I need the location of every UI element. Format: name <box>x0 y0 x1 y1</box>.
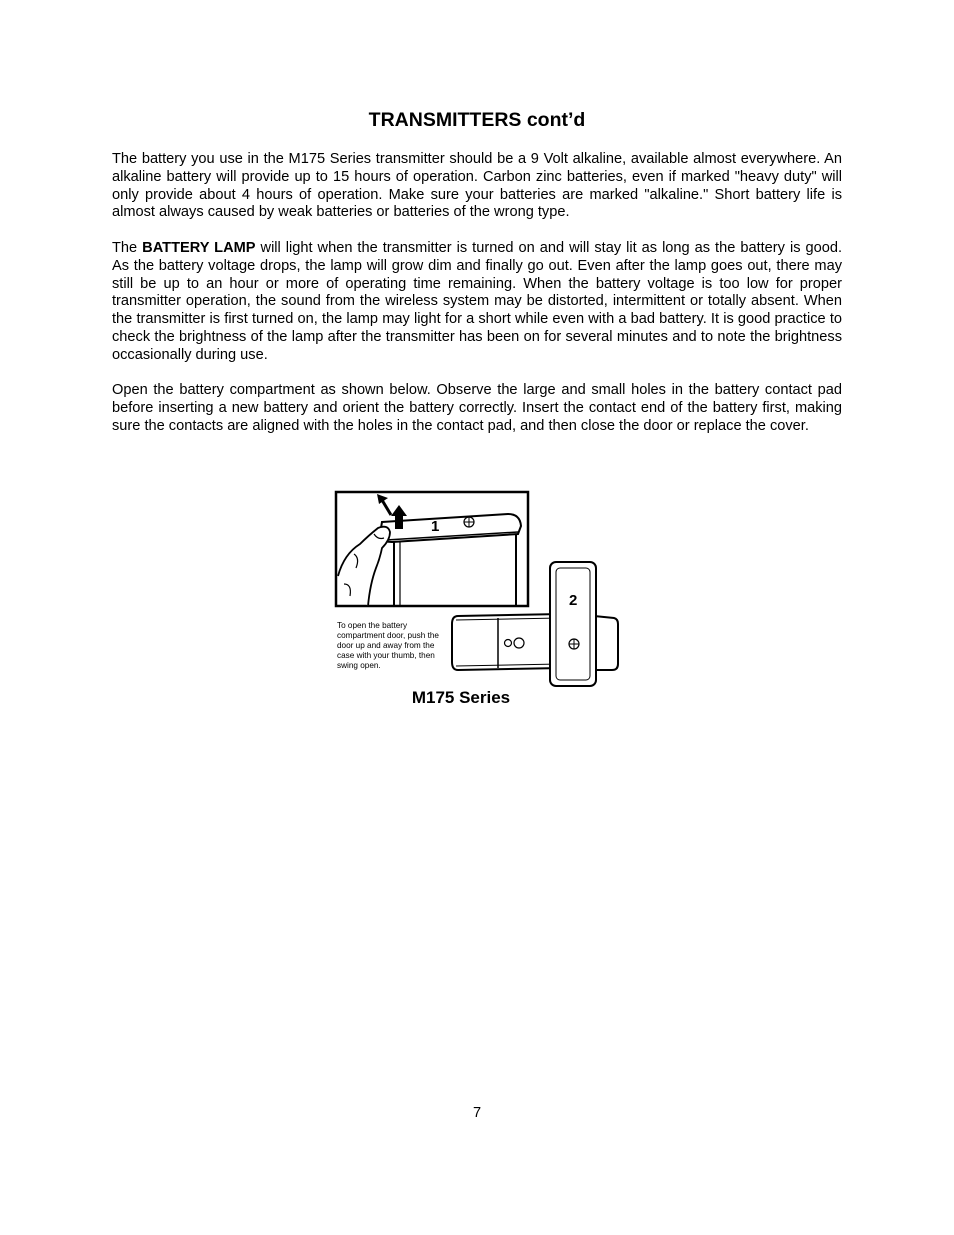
battery-compartment-figure <box>330 488 630 693</box>
battery-lamp-lead: The <box>112 240 143 256</box>
page-title: TRANSMITTERS cont’d <box>368 109 586 131</box>
transmitter-open-body <box>452 614 562 670</box>
battery-lamp-term: BATTERY LAMP <box>142 240 256 256</box>
battery-door <box>550 562 596 686</box>
figure-caption: To open the battery compartment door, push the door up and away from the case with your thumb, then swing open. <box>337 621 439 670</box>
battery-lamp-body: will light when the transmitter is turned on and will stay lit as long as the battery is good. As the battery voltage drops, the lamp will grow dim and finally go out. Even after the lamp goes out, there may still be up to an hour or more of operating time remaining. When the battery voltage is too low for proper transmitter operation, the sound from the wireless system may be distorted, intermittent or totally absent. When the transmitter is first turned on, the lamp may light for a short while even with a bad battery. It is good practice to check the brightness of the lamp after the transmitter has been on for several minutes and to note the brightness occasionally during use. <box>112 240 843 363</box>
battery-install-paragraph: Open the battery compartment as shown below. Observe the large and small holes in the battery contact pad before inserting a new battery and orient the battery correctly. Insert the contact end of the battery first, making sure the contacts are aligned with the holes in the contact pad, and then close the door or replace the cover. <box>112 382 842 434</box>
step-1-label: 1 <box>431 518 440 535</box>
figure-title: M175 Series <box>411 688 511 707</box>
page-number: 7 <box>472 1105 482 1121</box>
battery-type-paragraph: The battery you use in the M175 Series transmitter should be a 9 Volt alkaline, available almost everywhere. An alkaline battery will provide up to 15 hours of operation. Carbon zinc batteries, even if marked "heavy duty" will only provide about 4 hours of operation. Make sure your batteries are marked "alkaline." Short battery life is almost always caused by weak batteries or batteries of the wrong type. <box>112 151 842 221</box>
step-2-label: 2 <box>569 592 578 609</box>
battery-lamp-paragraph <box>112 240 842 365</box>
